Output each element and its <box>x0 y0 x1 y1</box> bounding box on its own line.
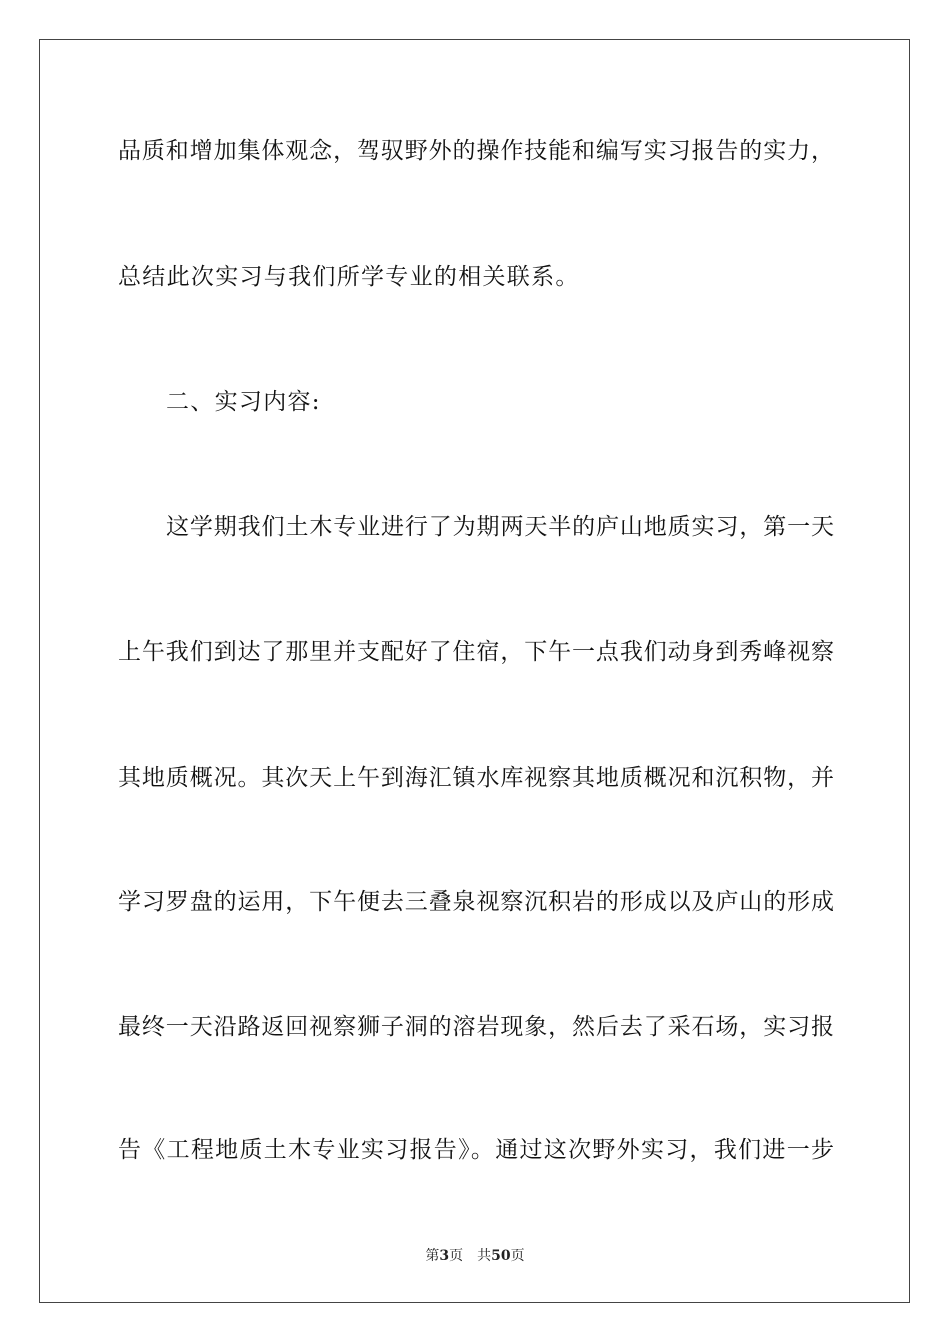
body-text-line: 总结此次实习与我们所学专业的相关联系。 <box>118 264 580 290</box>
body-text-line: 其地质概况。其次天上午到海汇镇水库视察其地质概况和沉积物，并 <box>118 765 834 791</box>
page-suffix: 页 <box>449 1248 464 1264</box>
total-pages: 50 <box>491 1248 511 1264</box>
body-text-line: 品质和增加集体观念，驾驭野外的操作技能和编写实习报告的实力， <box>118 138 834 164</box>
total-prefix: 共 <box>477 1248 492 1264</box>
page-number: 3 <box>439 1248 450 1264</box>
page-footer <box>0 1247 950 1265</box>
total-suffix: 页 <box>510 1248 525 1264</box>
page-prefix: 第 <box>425 1248 440 1264</box>
body-text-line: 这学期我们土木专业进行了为期两天半的庐山地质实习，第一天 <box>166 514 834 540</box>
section-heading: 二、实习内容: <box>166 389 321 415</box>
body-text-line: 告《工程地质土木专业实习报告》。通过这次野外实习，我们进一步 <box>118 1137 834 1163</box>
body-text-line: 最终一天沿路返回视察狮子洞的溶岩现象，然后去了采石场，实习报 <box>118 1014 834 1040</box>
body-text-line: 学习罗盘的运用，下午便去三叠泉视察沉积岩的形成以及庐山的形成 <box>118 889 834 915</box>
body-text-line: 上午我们到达了那里并支配好了住宿，下午一点我们动身到秀峰视察 <box>118 639 834 665</box>
page-border <box>39 39 910 1303</box>
